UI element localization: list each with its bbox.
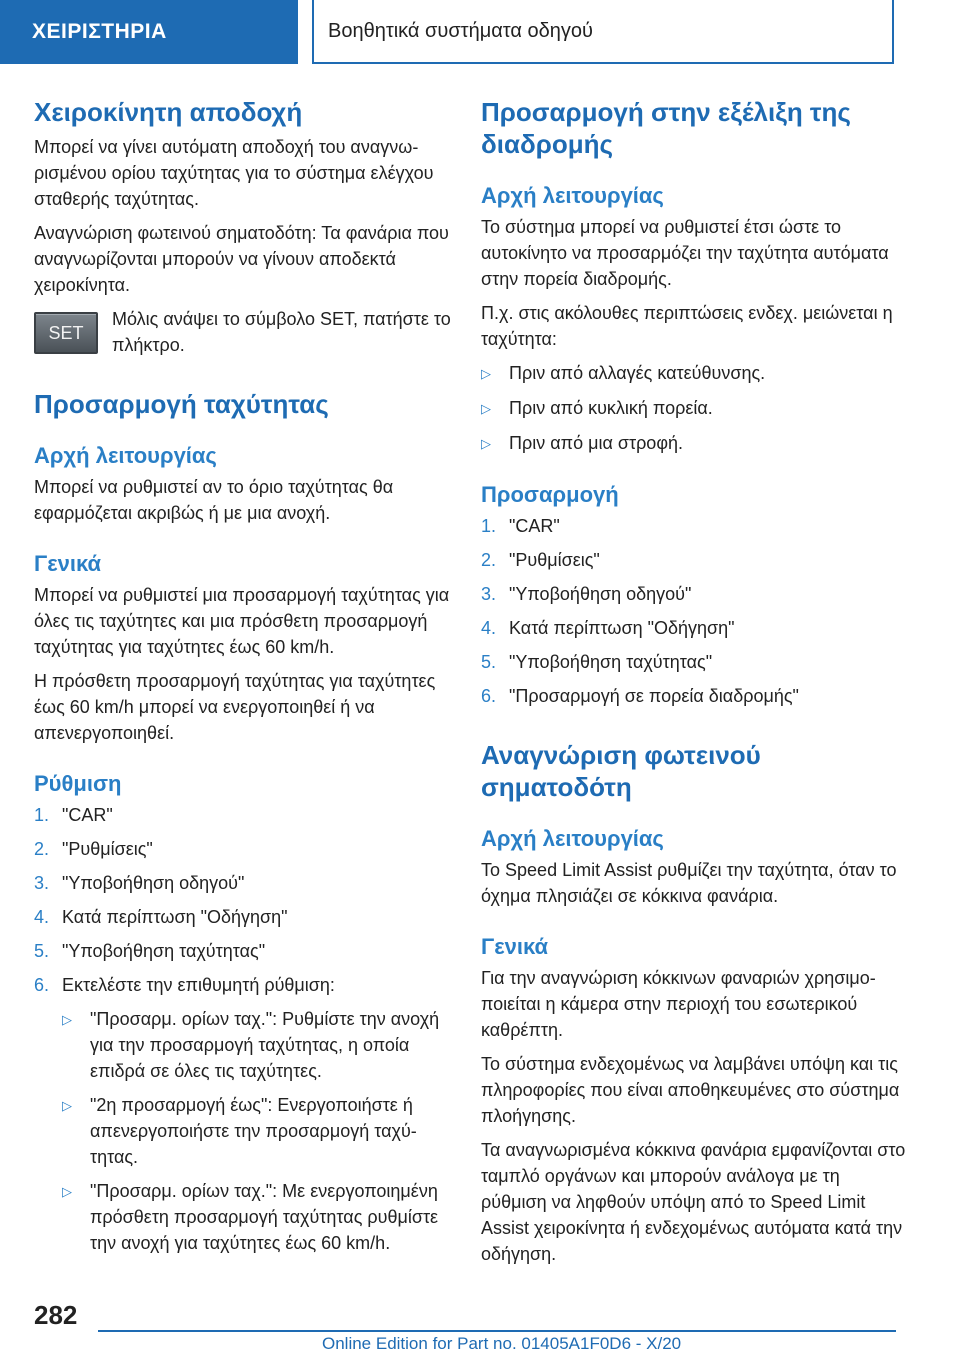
chapter-tab: ΧΕΙΡΙΣΤΗΡΙΑ <box>0 0 298 64</box>
paragraph: Αναγνώριση φωτεινού σηματοδότη: Τα φανάρια που αναγνωρίζονται μπορούν να γίνουν αποδεκτά χειροκίνητα. <box>34 223 449 295</box>
triangle-bullet-icon: ▷ <box>62 1184 72 1199</box>
list-item: 6. "Προσαρμογή σε πορεία διαδρομής" <box>481 686 799 706</box>
list-item: ▷ "Προσαρμ. ορίων ταχ.": Ρυθμίστε την ανοχή για την προσαρμογή ταχύτητας, η οποία επιδρά σε όλες τις ταχύτητες. <box>62 1006 454 1084</box>
subheading-setting: Ρύθμιση <box>34 771 122 796</box>
edition-note: Online Edition for Part no. 01405A1F0D6 - X/20 <box>322 1334 682 1353</box>
subheading-general: Γενικά <box>481 934 549 959</box>
subheading-adjust: Προσαρμογή <box>481 482 619 507</box>
list-item: 5. "Υποβοήθηση ταχύτητας" <box>481 652 713 672</box>
triangle-bullet-icon: ▷ <box>481 401 491 416</box>
set-button-icon: SET <box>34 312 98 354</box>
subheading-principle: Αρχή λειτουργίας <box>34 443 217 468</box>
list-item: 2. "Ρυθμίσεις" <box>481 550 600 570</box>
list-item: 3. "Υποβοήθηση οδηγού" <box>481 584 692 604</box>
paragraph: Μπορεί να γίνει αυτόματη αποδοχή του αναγνωρισμένου ορίου ταχύτητας για το σύστημα ελέγχου σταθερής ταχύτητας. <box>34 137 434 209</box>
subheading-general: Γενικά <box>34 551 102 576</box>
paragraph: Το Speed Limit Assist ρυθμίζει την ταχύτητα, όταν το όχημα πλησιάζει σε κόκκινα φανάρια. <box>481 860 897 906</box>
list-item: 1. "CAR" <box>481 516 560 536</box>
paragraph: Μπορεί να ρυθμιστεί αν το όριο ταχύτητας θα εφαρμόζεται ακριβώς ή με μια ανοχή. <box>34 477 394 523</box>
right-column <box>481 96 906 1275</box>
paragraph: Η πρόσθετη προσαρμογή ταχύτητας για ταχύτητες έως 60 km/h μπορεί να ενεργοποιηθεί ή να απενεργοποιηθεί. <box>34 671 436 743</box>
list-item: ▷ "Προσαρμ. ορίων ταχ.": Με ενεργοποιημένη πρόσθετη προσαρμογή ταχύτητας ρυθμίστε την ανοχή για ταχύτητες έως 60 km/h. <box>62 1178 454 1256</box>
list-item: 1. "CAR" <box>34 805 113 825</box>
list-item: ▷ Πριν από κυκλική πορεία. <box>481 395 906 422</box>
page-header <box>0 0 960 66</box>
list-item: 4. Κατά περίπτωση "Οδήγηση" <box>481 618 735 638</box>
manual-acceptance-title: Χειροκίνητη αποδοχή <box>34 97 303 127</box>
list-item: 4. Κατά περίπτωση "Οδήγηση" <box>34 907 288 927</box>
triangle-bullet-icon: ▷ <box>481 366 491 381</box>
set-instruction <box>34 306 454 358</box>
paragraph: Για την αναγνώριση κόκκινων φαναριών χρησιμοποιείται η κάμερα στην περιοχή του εσωτερικού καθρέπτη. <box>481 968 876 1040</box>
subheading-principle: Αρχή λειτουργίας <box>481 183 664 208</box>
list-item: 5. "Υποβοήθηση ταχύτητας" <box>34 941 266 961</box>
left-column <box>34 96 454 1272</box>
triangle-bullet-icon: ▷ <box>62 1098 72 1113</box>
adjust-steps <box>481 513 906 709</box>
paragraph: Το σύστημα ενδεχομένως να λαμβάνει υπόψη και τις πληροφορίες που είναι αποθηκευμένες στο σύστημα πλοήγησης. <box>481 1054 900 1126</box>
paragraph: Μπορεί να ρυθμιστεί μια προσαρμογή ταχύτητας για όλες τις ταχύτητες και μια πρόσθετη προσαρμογή ταχύτητας για ταχύτητες έως 60 km/h. <box>34 585 450 657</box>
section-tab: Βοηθητικά συστήματα οδηγού <box>312 0 894 64</box>
triangle-bullet-icon: ▷ <box>62 1012 72 1027</box>
setting-steps <box>34 802 454 1264</box>
traffic-light-title: Αναγνώριση φωτεινού σηματοδότη <box>481 740 761 802</box>
list-item: ▷ "2η προσαρμογή έως": Ενεργοποιήστε ή απενεργοποιήστε την προσαρμογή ταχύτητας. <box>62 1092 454 1170</box>
subheading-principle: Αρχή λειτουργίας <box>481 826 664 851</box>
list-item: 6. Εκτελέστε την επιθυμητή ρύθμιση: ▷ "Προσαρμ. ορίων ταχ.": Ρυθμίστε την ανοχή για την προσαρμογή ταχύτητας, η οποία επιδρά σε όλες τις ταχύτητες. ▷ "2η προσαρμογή έως": Ενεργοποιήστε ή απενεργοποιήστε την προσαρμογή ταχύτητας. ▷ "Προσαρμ. ορίων ταχ.": Με ενεργοποιημένη πρόσθετη προσαρμογή ταχύτητας ρυθμίστε την ανοχή για ταχύτητες έως 60 km/h. <box>34 972 454 1264</box>
paragraph: Μόλις ανάψει το σύμβολο SET, πατήστε το πλήκτρο. <box>112 309 451 355</box>
triangle-bullet-icon: ▷ <box>481 436 491 451</box>
paragraph: Τα αναγνωρισμένα κόκκινα φανάρια εμφανίζονται στο ταμπλό οργάνων και μπορούν ανάλογα με τη ρύθμιση να ληφθούν υπόψη από το Speed Limit Assist χειροκίνητα ή ενδεχομένως αυτόματα κατά την οδήγηση. <box>481 1140 906 1264</box>
list-item: 2. "Ρυθμίσεις" <box>34 839 153 859</box>
footer-divider <box>98 1330 896 1332</box>
paragraph: Το σύστημα μπορεί να ρυθμιστεί έτσι ώστε το αυτοκίνητο να προσαρμόζει την ταχύτητα αυτόματα στην πορεία διαδρομής. <box>481 217 889 289</box>
list-item: ▷ Πριν από αλλαγές κατεύθυνσης. <box>481 360 906 387</box>
reduction-cases <box>481 360 906 457</box>
paragraph: Π.χ. στις ακόλουθες περιπτώσεις ενδεχ. μειώνεται η ταχύτητα: <box>481 303 893 349</box>
list-item: 3. "Υποβοήθηση οδηγού" <box>34 873 245 893</box>
page-number: 282 <box>34 1300 78 1330</box>
list-item: ▷ Πριν από μια στροφή. <box>481 430 906 457</box>
route-adaptation-title: Προσαρμογή στην εξέλιξη της διαδρομής <box>481 97 851 159</box>
sub-steps <box>34 1006 454 1264</box>
speed-adjustment-title: Προσαρμογή ταχύτητας <box>34 389 329 419</box>
